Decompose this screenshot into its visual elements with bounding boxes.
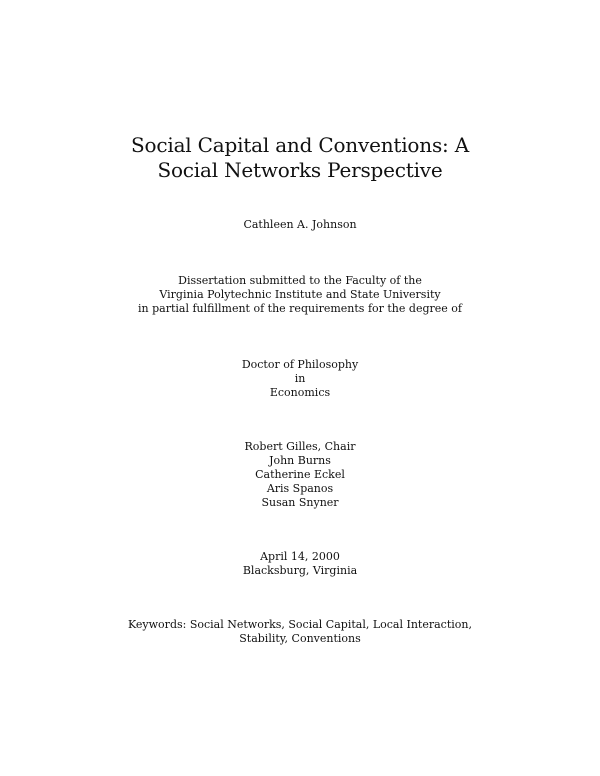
date-place-block: [0, 550, 600, 578]
title-line-1: Social Capital and Conventions: A: [131, 133, 469, 157]
committee-member: Susan Snyner: [261, 496, 339, 509]
author-name: [0, 218, 600, 232]
keywords-block: [0, 618, 600, 646]
submission-statement: [0, 274, 600, 316]
committee-member: Aris Spanos: [266, 482, 334, 495]
degree-block: [0, 358, 600, 400]
degree-field: Economics: [269, 386, 331, 399]
dissertation-title: [0, 133, 600, 183]
author-line: Cathleen A. Johnson: [243, 218, 357, 231]
keywords-line-2: Stability, Conventions: [239, 632, 361, 645]
degree-connector: in: [294, 372, 306, 385]
statement-line-3: in partial fulfillment of the requirements for the degree of: [138, 302, 462, 315]
statement-line-1: Dissertation submitted to the Faculty of the: [178, 274, 422, 287]
committee-member: Catherine Eckel: [255, 468, 345, 481]
committee-member: John Burns: [269, 454, 331, 467]
keywords-line-1: Keywords: Social Networks, Social Capital, Local Interaction,: [128, 618, 472, 631]
committee-list: [0, 440, 600, 510]
degree-name: Doctor of Philosophy: [241, 358, 359, 371]
statement-line-2: Virginia Polytechnic Institute and State University: [159, 288, 441, 301]
submission-date: April 14, 2000: [260, 550, 340, 563]
title-line-2: Social Networks Perspective: [157, 158, 443, 182]
committee-member-chair: Robert Gilles, Chair: [244, 440, 356, 453]
submission-place: Blacksburg, Virginia: [242, 564, 358, 577]
